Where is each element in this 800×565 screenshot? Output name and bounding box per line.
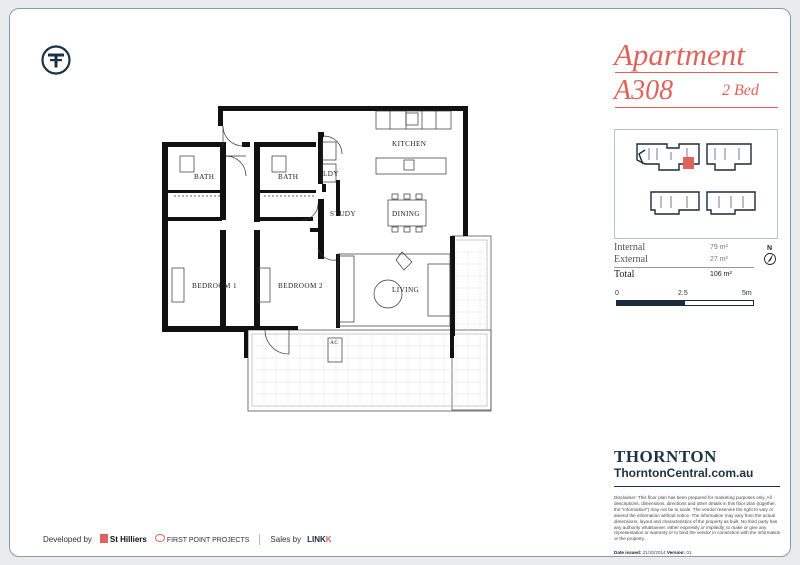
disclaimer-meta <box>614 550 691 555</box>
external-label: External <box>614 254 648 265</box>
bedroom-1-label: BEDROOM 1 <box>192 282 237 290</box>
kitchen-label: KITCHEN <box>392 140 427 148</box>
bedroom-2-label: BEDROOM 2 <box>278 282 323 290</box>
study-label: STUDY <box>330 210 356 218</box>
developed-by-label: Developed by <box>43 534 92 544</box>
brand-divider <box>614 486 780 487</box>
st-hilliers-name: St Hilliers <box>109 535 147 544</box>
first-point-name: FIRST POINT PROJECTS <box>166 537 250 544</box>
area-row-external <box>614 254 780 266</box>
floor-plan-drawing <box>160 104 495 416</box>
area-row-internal <box>614 242 780 254</box>
version-value: 01 <box>686 550 692 555</box>
ac-label: AC <box>330 340 339 346</box>
first-point-logo <box>155 534 250 544</box>
st-hilliers-logo <box>100 534 147 544</box>
scale-bar-track <box>616 300 754 306</box>
area-row-total <box>614 269 780 281</box>
first-point-mark-icon <box>155 534 165 542</box>
dining-label: DINING <box>392 210 420 218</box>
date-label: Date issued: <box>614 550 642 555</box>
scale-tick-mid: 2.5 <box>678 290 688 297</box>
scale-tick-end: 5m <box>742 290 752 297</box>
bath-1-label: BATH <box>194 173 215 181</box>
brand-name: THORNTON <box>614 447 717 466</box>
apartment-number: A308 <box>614 75 674 106</box>
apartment-title: Apartment <box>614 37 745 72</box>
total-label: Total <box>614 269 635 280</box>
title-divider <box>615 72 778 73</box>
footer-divider <box>259 534 260 545</box>
north-label: N <box>767 245 773 252</box>
unit-highlight <box>683 157 694 169</box>
north-arrow-icon <box>763 243 777 267</box>
living-label: LIVING <box>392 286 420 294</box>
title-divider-lower <box>615 107 778 108</box>
laundry-label: LDY <box>323 170 339 178</box>
external-value: 27 m² <box>710 256 728 263</box>
fixtures <box>172 111 451 362</box>
scale-bar <box>614 290 774 310</box>
version-label: Version: <box>666 550 686 555</box>
footer <box>43 533 332 545</box>
st-hilliers-mark-icon <box>100 534 108 543</box>
key-plan <box>614 129 778 239</box>
total-value: 106 m² <box>710 271 732 278</box>
date-value: 21/10/2014 <box>642 550 666 555</box>
thornton-logo-icon <box>41 45 71 75</box>
area-divider <box>614 267 754 268</box>
link-name: LINK <box>307 534 326 544</box>
scale-tick-0: 0 <box>615 290 619 297</box>
internal-label: Internal <box>614 242 646 253</box>
brand-url: ThorntonCentral.com.au <box>614 466 754 480</box>
disclaimer-text: Disclaimer: This floor plan has been prepared for marketing purposes only. All descriptions, dimensions, directions and other details in this floor plan (together, the "information") may not be to scale. The vendor reserves the right to vary or amend the information without notice. The information may vary from the actual dimensions, layout and characteristics of the property as built. No third party has any authority whatsoever, either expressly or impliedly, to make or give any representation or warranty or to bind the vendor in connection with the information or the property. <box>614 495 781 542</box>
sales-by-label: Sales by <box>270 534 302 544</box>
scale-bar-fill <box>617 301 685 305</box>
floor-plan-sheet <box>9 8 791 557</box>
internal-value: 79 m² <box>710 244 728 251</box>
area-schedule <box>614 242 780 281</box>
link-logo: LINKK <box>307 534 332 544</box>
bath-2-label: BATH <box>278 173 299 181</box>
bedroom-count: 2 Bed <box>722 82 759 99</box>
